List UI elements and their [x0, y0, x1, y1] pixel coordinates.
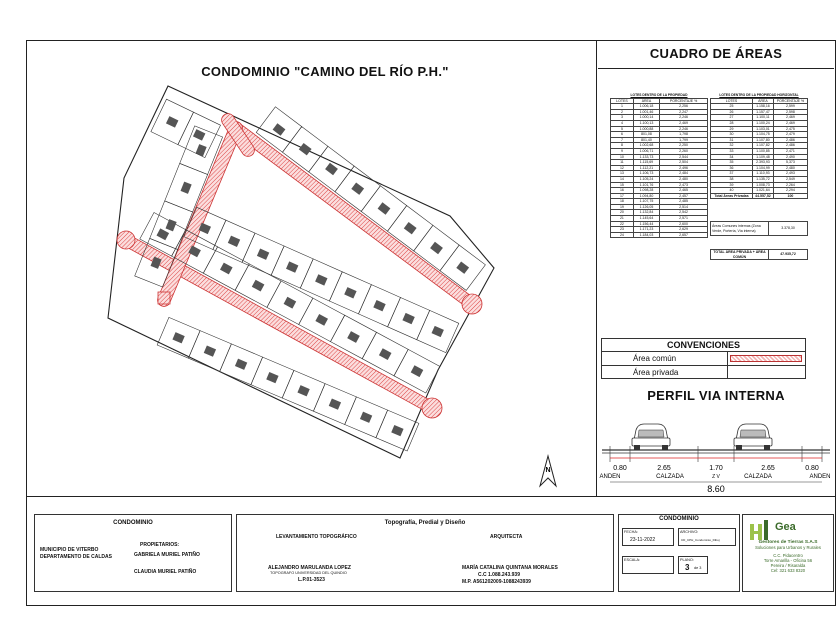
- lot-number: 6: [611, 132, 634, 138]
- upper-north-house-icon: [325, 163, 338, 175]
- lower-south-house-icon: [266, 372, 278, 383]
- lot-percentage: 2,514: [660, 204, 708, 210]
- lot-percentage: 2,256: [660, 104, 708, 110]
- label-calzada-left: CALZADA: [656, 474, 684, 480]
- areas-table-left: [610, 93, 708, 238]
- lot-percentage: 2,469: [773, 115, 807, 121]
- lot-number: 29: [711, 126, 753, 132]
- total-privadas-row: [711, 193, 808, 199]
- lower-south-house-icon: [391, 425, 403, 436]
- lot-area: 1.104,99: [753, 165, 774, 171]
- lot-percentage: 2,496: [660, 165, 708, 171]
- lot-number: 4: [611, 120, 634, 126]
- lot-area: 1.107,82: [753, 143, 774, 149]
- areas-total-table: [710, 249, 808, 260]
- dim-total: 8.60: [707, 484, 725, 494]
- lot-area: 1.156,44: [633, 221, 659, 227]
- lot-percentage: 1,798: [660, 132, 708, 138]
- lot-percentage: 2,504: [660, 160, 708, 166]
- lot-number: 1: [611, 104, 634, 110]
- header-lotes: LOTES: [711, 98, 753, 104]
- titleblock-disciplines: Topografía, Predial y Diseño: [384, 520, 466, 526]
- label-anden-right: ANDEN: [809, 474, 831, 480]
- lot-number: 15: [611, 182, 634, 188]
- lot-area: 1.100,24: [753, 120, 774, 126]
- titleblock-surveyor: ALEJANDRO MARULANDA LOPEZ: [268, 565, 351, 571]
- fecha-label: FECHA:: [624, 530, 638, 534]
- lot-number: 40: [711, 188, 753, 194]
- archivo-value: CD_CPH_Condominio_Dibuj: [681, 538, 720, 542]
- titleblock-propietarios-label: PROPIETARIOS:: [140, 542, 180, 548]
- dim-zv: Z V: [712, 474, 720, 480]
- logo-text-block: [744, 540, 832, 573]
- lot-number: 19: [611, 204, 634, 210]
- titleblock-condominio: CONDOMINIO: [113, 520, 153, 526]
- lot-area: 1.107,80: [753, 137, 774, 143]
- upper-south-house-icon: [402, 313, 414, 324]
- titleblock-arquitecta: ARQUITECTA: [490, 534, 523, 540]
- lot-percentage: 2,294: [773, 188, 807, 194]
- lot-percentage: 2,480: [660, 176, 708, 182]
- upper-south-house-icon: [315, 274, 327, 285]
- lot-area: 1.021,64: [753, 188, 774, 194]
- lot-area: 1.098,28: [633, 188, 659, 194]
- lot-number: 27: [711, 115, 753, 121]
- lot-number: 13: [611, 171, 634, 177]
- lot-number: 10: [611, 154, 634, 160]
- total-general-label: TOTAL ÁREA PRIVADA + ÁREA COMÚN: [711, 250, 769, 260]
- titleblock-surveyor-license: L.P.01-3523: [298, 577, 325, 583]
- sheet-horizontal-divider: [26, 496, 836, 497]
- lower-north-house-icon: [315, 314, 328, 326]
- plano-de: de 3: [694, 566, 702, 570]
- plano-label: PLANO:: [680, 558, 694, 562]
- label-anden-left: ANDEN: [599, 474, 621, 480]
- lot-percentage: 2,247: [660, 109, 708, 115]
- cul-de-sac-upper: [462, 294, 482, 314]
- north-label: N: [545, 467, 551, 474]
- perfil-title: PERFIL VIA INTERNA: [647, 388, 785, 403]
- lot-number: 18: [611, 199, 634, 205]
- lot-area: 1.094,80: [633, 193, 659, 199]
- titleblock-architect-mp: M.P. A561202009-1088243939: [462, 579, 531, 585]
- lower-north-house-icon: [157, 228, 170, 240]
- convention-common-swatch: [730, 355, 802, 362]
- lower-south-house-icon: [172, 332, 184, 343]
- lot-percentage: 2,485: [660, 199, 708, 205]
- lot-percentage: 2,469: [773, 120, 807, 126]
- areas-right-caption: LOTES DENTRO DE LA PROPIEDAD HORIZONTAL: [719, 93, 799, 97]
- lot-area: 1.109,48: [753, 154, 774, 160]
- lot-area: 1.002,68: [633, 143, 659, 149]
- comunes-value: 3.378,30: [769, 222, 808, 236]
- lot-number: 37: [711, 171, 753, 177]
- areas-table-right: [710, 93, 808, 199]
- lot-percentage: 2,657: [660, 232, 708, 238]
- gea-logo-mark-icon: [748, 518, 776, 542]
- cul-de-sac-left: [117, 231, 135, 249]
- lot-area: 1.171,23: [633, 227, 659, 233]
- lot-number: 3: [611, 115, 634, 121]
- upper-south-house-icon: [228, 236, 240, 247]
- road-profile: [598, 406, 834, 494]
- lot-area: 1.106,73: [633, 171, 659, 177]
- titleblock-owner-2: CLAUDIA MURIEL PATIÑO: [134, 569, 197, 575]
- convention-private-label: Área privada: [633, 367, 679, 377]
- road-upper: [236, 128, 472, 304]
- upper-south-house-icon: [373, 300, 385, 311]
- lot-number: 36: [711, 165, 753, 171]
- convention-separator: [727, 366, 728, 380]
- lot-percentage: 1,799: [660, 137, 708, 143]
- header-area: ÁREA: [633, 98, 659, 104]
- lot-area: 1.132,84: [633, 210, 659, 216]
- total-general-value: 47.935,72: [769, 250, 808, 260]
- lot-number: 31: [711, 137, 753, 143]
- upper-north-house-icon: [299, 143, 312, 155]
- lot-number: 11: [611, 160, 634, 166]
- lot-percentage: 5,373: [773, 160, 807, 166]
- dim-center: 1.70: [709, 465, 723, 472]
- lot-number: 30: [711, 132, 753, 138]
- lot-number: 26: [711, 109, 753, 115]
- lot-area: 1.158,16: [753, 104, 774, 110]
- total-privadas-label: Total Áreas Privadas: [711, 193, 753, 199]
- lower-north-house-icon: [220, 263, 233, 275]
- logo-phone: Cel: 321 633 8320: [770, 568, 806, 573]
- lower-north-house-icon: [252, 280, 265, 292]
- lot-percentage: 2,479: [773, 132, 807, 138]
- logo-tagline: Soluciones para Urbanos y Rurales: [755, 545, 821, 550]
- titleblock-condominio-right: CONDOMINIO: [659, 516, 699, 522]
- lot-percentage: 2,250: [660, 143, 708, 149]
- lot-percentage: 2,246: [660, 126, 708, 132]
- total-privadas-area: 44.557,52: [753, 193, 774, 199]
- dim-anden-right: 0.80: [805, 465, 819, 472]
- lot-area: 1.006,71: [633, 148, 659, 154]
- table-row: [611, 232, 708, 238]
- dim-calzada-right: 2.65: [761, 465, 775, 472]
- lot-percentage: 2,469: [660, 120, 708, 126]
- logo-company: Gestores de Tierras S.A.S: [758, 540, 818, 545]
- lot-percentage: 2,246: [660, 115, 708, 121]
- header-porcentaje: PORCENTAJE %: [773, 98, 807, 104]
- connector-west-house-icon: [196, 144, 207, 156]
- lower-north-house-icon: [347, 331, 360, 343]
- logo-address-1: C.C. Pidacentro: [773, 553, 803, 558]
- upper-north-house-icon: [273, 123, 286, 135]
- lot-area: 1.104,75: [753, 132, 774, 138]
- lot-area: 1.157,47: [753, 109, 774, 115]
- lot-area: 1.145,64: [633, 216, 659, 222]
- car-left-icon: [632, 424, 670, 450]
- areas-left-caption: LOTES DENTRO DE LA PROPIEDAD: [630, 93, 688, 97]
- lot-percentage: 2,465: [660, 188, 708, 194]
- lot-percentage: 2,475: [773, 126, 807, 132]
- entrance-gate: [158, 292, 170, 304]
- lot-percentage: 2,480: [773, 165, 807, 171]
- lot-area: 1.001,46: [633, 109, 659, 115]
- convention-common-row: [602, 352, 805, 366]
- connector-west-house-icon: [181, 182, 192, 194]
- lot-percentage: 2,486: [773, 137, 807, 143]
- lot-area: 1.105,24: [633, 176, 659, 182]
- fecha-value: 23-11-2022: [630, 537, 656, 543]
- lot-area: 1.000,14: [633, 115, 659, 121]
- titleblock-owner-1: GABRIELA MURIEL PATIÑO: [134, 552, 200, 558]
- lot-percentage: 2,457: [660, 193, 708, 199]
- north-corner-house-icon: [193, 129, 205, 141]
- lot-number: 21: [611, 216, 634, 222]
- lot-area: 1.100,13: [633, 120, 659, 126]
- lot-percentage: 2,486: [773, 143, 807, 149]
- lot-area: 1.115,69: [633, 160, 659, 166]
- lot-area: 1.126,05: [633, 204, 659, 210]
- lot-percentage: 2,264: [773, 182, 807, 188]
- label-calzada-right: CALZADA: [744, 474, 772, 480]
- header-area: ÁREA: [753, 98, 774, 104]
- lot-area: 1.100,85: [753, 148, 774, 154]
- lot-percentage: 2,600: [660, 221, 708, 227]
- lot-number: 17: [611, 193, 634, 199]
- conventions-box: [601, 338, 806, 379]
- lot-area: 1.110,93: [753, 171, 774, 177]
- lower-south-house-icon: [360, 412, 372, 423]
- lot-area: 1.133,73: [633, 154, 659, 160]
- lot-area: 801,08: [633, 132, 659, 138]
- upper-south-house-icon: [257, 249, 269, 260]
- lot-percentage: 2,484: [660, 171, 708, 177]
- lot-percentage: 2,260: [660, 148, 708, 154]
- total-privadas-percentage: 100: [773, 193, 807, 199]
- comunes-label: Áreas Comunes internas (Zona Verde, Portería, Vía interna): [711, 222, 769, 236]
- areas-comunes-table: [710, 221, 808, 236]
- lot-number: 20: [611, 210, 634, 216]
- titleblock-municipio: MUNICIPIO DE VITERBO: [40, 547, 99, 553]
- lot-number: 32: [711, 143, 753, 149]
- lot-number: 25: [711, 104, 753, 110]
- lot-percentage: 2,490: [773, 154, 807, 160]
- upper-north-house-icon: [378, 202, 391, 214]
- sheet-vertical-divider: [596, 40, 597, 496]
- lot-number: 23: [611, 227, 634, 233]
- lot-percentage: 2,598: [773, 109, 807, 115]
- lot-percentage: 2,629: [660, 227, 708, 233]
- escala-label: ESCALA:: [624, 558, 641, 562]
- upper-north-house-icon: [404, 222, 417, 234]
- upper-north-house-icon: [351, 182, 364, 194]
- convention-separator: [727, 352, 728, 365]
- lower-north-house-icon: [411, 365, 424, 377]
- lot-percentage: 2,493: [773, 171, 807, 177]
- logo-brand: Gea: [775, 521, 796, 533]
- lot-number: 14: [611, 176, 634, 182]
- logo-address-2: Torre Amarilla - Oficina 56: [763, 558, 813, 563]
- upper-north-house-icon: [430, 242, 443, 254]
- site-plan: [30, 44, 594, 494]
- lot-number: 16: [611, 188, 634, 194]
- lot-percentage: 2,471: [773, 148, 807, 154]
- lot-area: 801,40: [633, 137, 659, 143]
- lot-number: 5: [611, 126, 634, 132]
- lot-area: 1.000,88: [633, 126, 659, 132]
- lot-area: 1.184,03: [633, 232, 659, 238]
- dim-calzada-left: 2.65: [657, 465, 671, 472]
- lot-area: 1.101,76: [633, 182, 659, 188]
- lot-number: 39: [711, 182, 753, 188]
- upper-south-house-icon: [344, 287, 356, 298]
- lower-north-house-icon: [379, 348, 392, 360]
- lower-south-house-icon: [204, 345, 216, 356]
- lot-percentage: 2,542: [660, 210, 708, 216]
- areas-title: CUADRO DE ÁREAS: [649, 46, 783, 61]
- cul-de-sac-lower: [422, 398, 442, 418]
- lot-area: 1.107,75: [633, 199, 659, 205]
- plano-number: 3: [685, 563, 690, 572]
- lot-number: 24: [611, 232, 634, 238]
- lot-number: 33: [711, 148, 753, 154]
- logo-address-3: Pereira / Risaralda: [770, 563, 806, 568]
- lot-number: 2: [611, 109, 634, 115]
- header-porcentaje: PORCENTAJE %: [660, 98, 708, 104]
- lot-area: 1.008,73: [753, 182, 774, 188]
- lot-number: 38: [711, 176, 753, 182]
- lot-percentage: 2,571: [660, 216, 708, 222]
- lot-area: 1.006,18: [633, 104, 659, 110]
- car-right-icon: [734, 424, 772, 450]
- titleblock-surveyor-title: TOPOGRAFO UNIVERSIDAD DEL QUINDIO: [270, 571, 347, 575]
- areas-title-rule: [598, 68, 834, 69]
- lot-area: 1.135,72: [753, 176, 774, 182]
- lot-number: 7: [611, 137, 634, 143]
- conventions-title: CONVENCIONES: [602, 339, 805, 352]
- upper-south-house-icon: [286, 261, 298, 272]
- header-lotes: LOTES: [611, 98, 634, 104]
- lot-percentage: 2,549: [773, 176, 807, 182]
- lot-number: 34: [711, 154, 753, 160]
- upper-south-house-icon: [432, 326, 444, 337]
- lot-area: 1.112,21: [633, 165, 659, 171]
- plan-title: CONDOMINIO "CAMINO DEL RÍO P.H.": [201, 64, 449, 79]
- connector-west-house-icon: [166, 219, 177, 231]
- lot-number: 12: [611, 165, 634, 171]
- lower-south-house-icon: [329, 398, 341, 409]
- lot-percentage: 2,599: [773, 104, 807, 110]
- lot-percentage: 2,473: [660, 182, 708, 188]
- north-corner-house-icon: [166, 116, 178, 128]
- titleblock-architect: MARÍA CATALINA QUINTANA MORALES: [462, 565, 558, 571]
- lot-area: 1.100,11: [753, 115, 774, 121]
- archivo-label: ARCHIVO:: [680, 530, 699, 534]
- lot-number: 8: [611, 143, 634, 149]
- lower-south-house-icon: [235, 359, 247, 370]
- dim-anden-left: 0.80: [613, 465, 627, 472]
- upper-north-house-icon: [456, 261, 469, 273]
- titleblock-architect-cc: C.C 1.088.243.939: [478, 572, 520, 578]
- convention-private-row: [602, 366, 805, 380]
- lot-number: 22: [611, 221, 634, 227]
- lot-area: 2.393,93: [753, 160, 774, 166]
- lot-number: 35: [711, 160, 753, 166]
- lot-number: 9: [611, 148, 634, 154]
- lot-number: 28: [711, 120, 753, 126]
- lower-north-house-icon: [284, 297, 297, 309]
- convention-common-label: Área común: [633, 354, 677, 363]
- lower-south-house-icon: [297, 385, 309, 396]
- titleblock-departamento: DEPARTAMENTO DE CALDAS: [40, 554, 112, 560]
- lot-area: 1.103,01: [753, 126, 774, 132]
- titleblock-levantamiento: LEVANTAMIENTO TOPOGRÁFICO: [276, 534, 357, 540]
- titleblock-sheet-box: [618, 514, 740, 592]
- lot-percentage: 2,544: [660, 154, 708, 160]
